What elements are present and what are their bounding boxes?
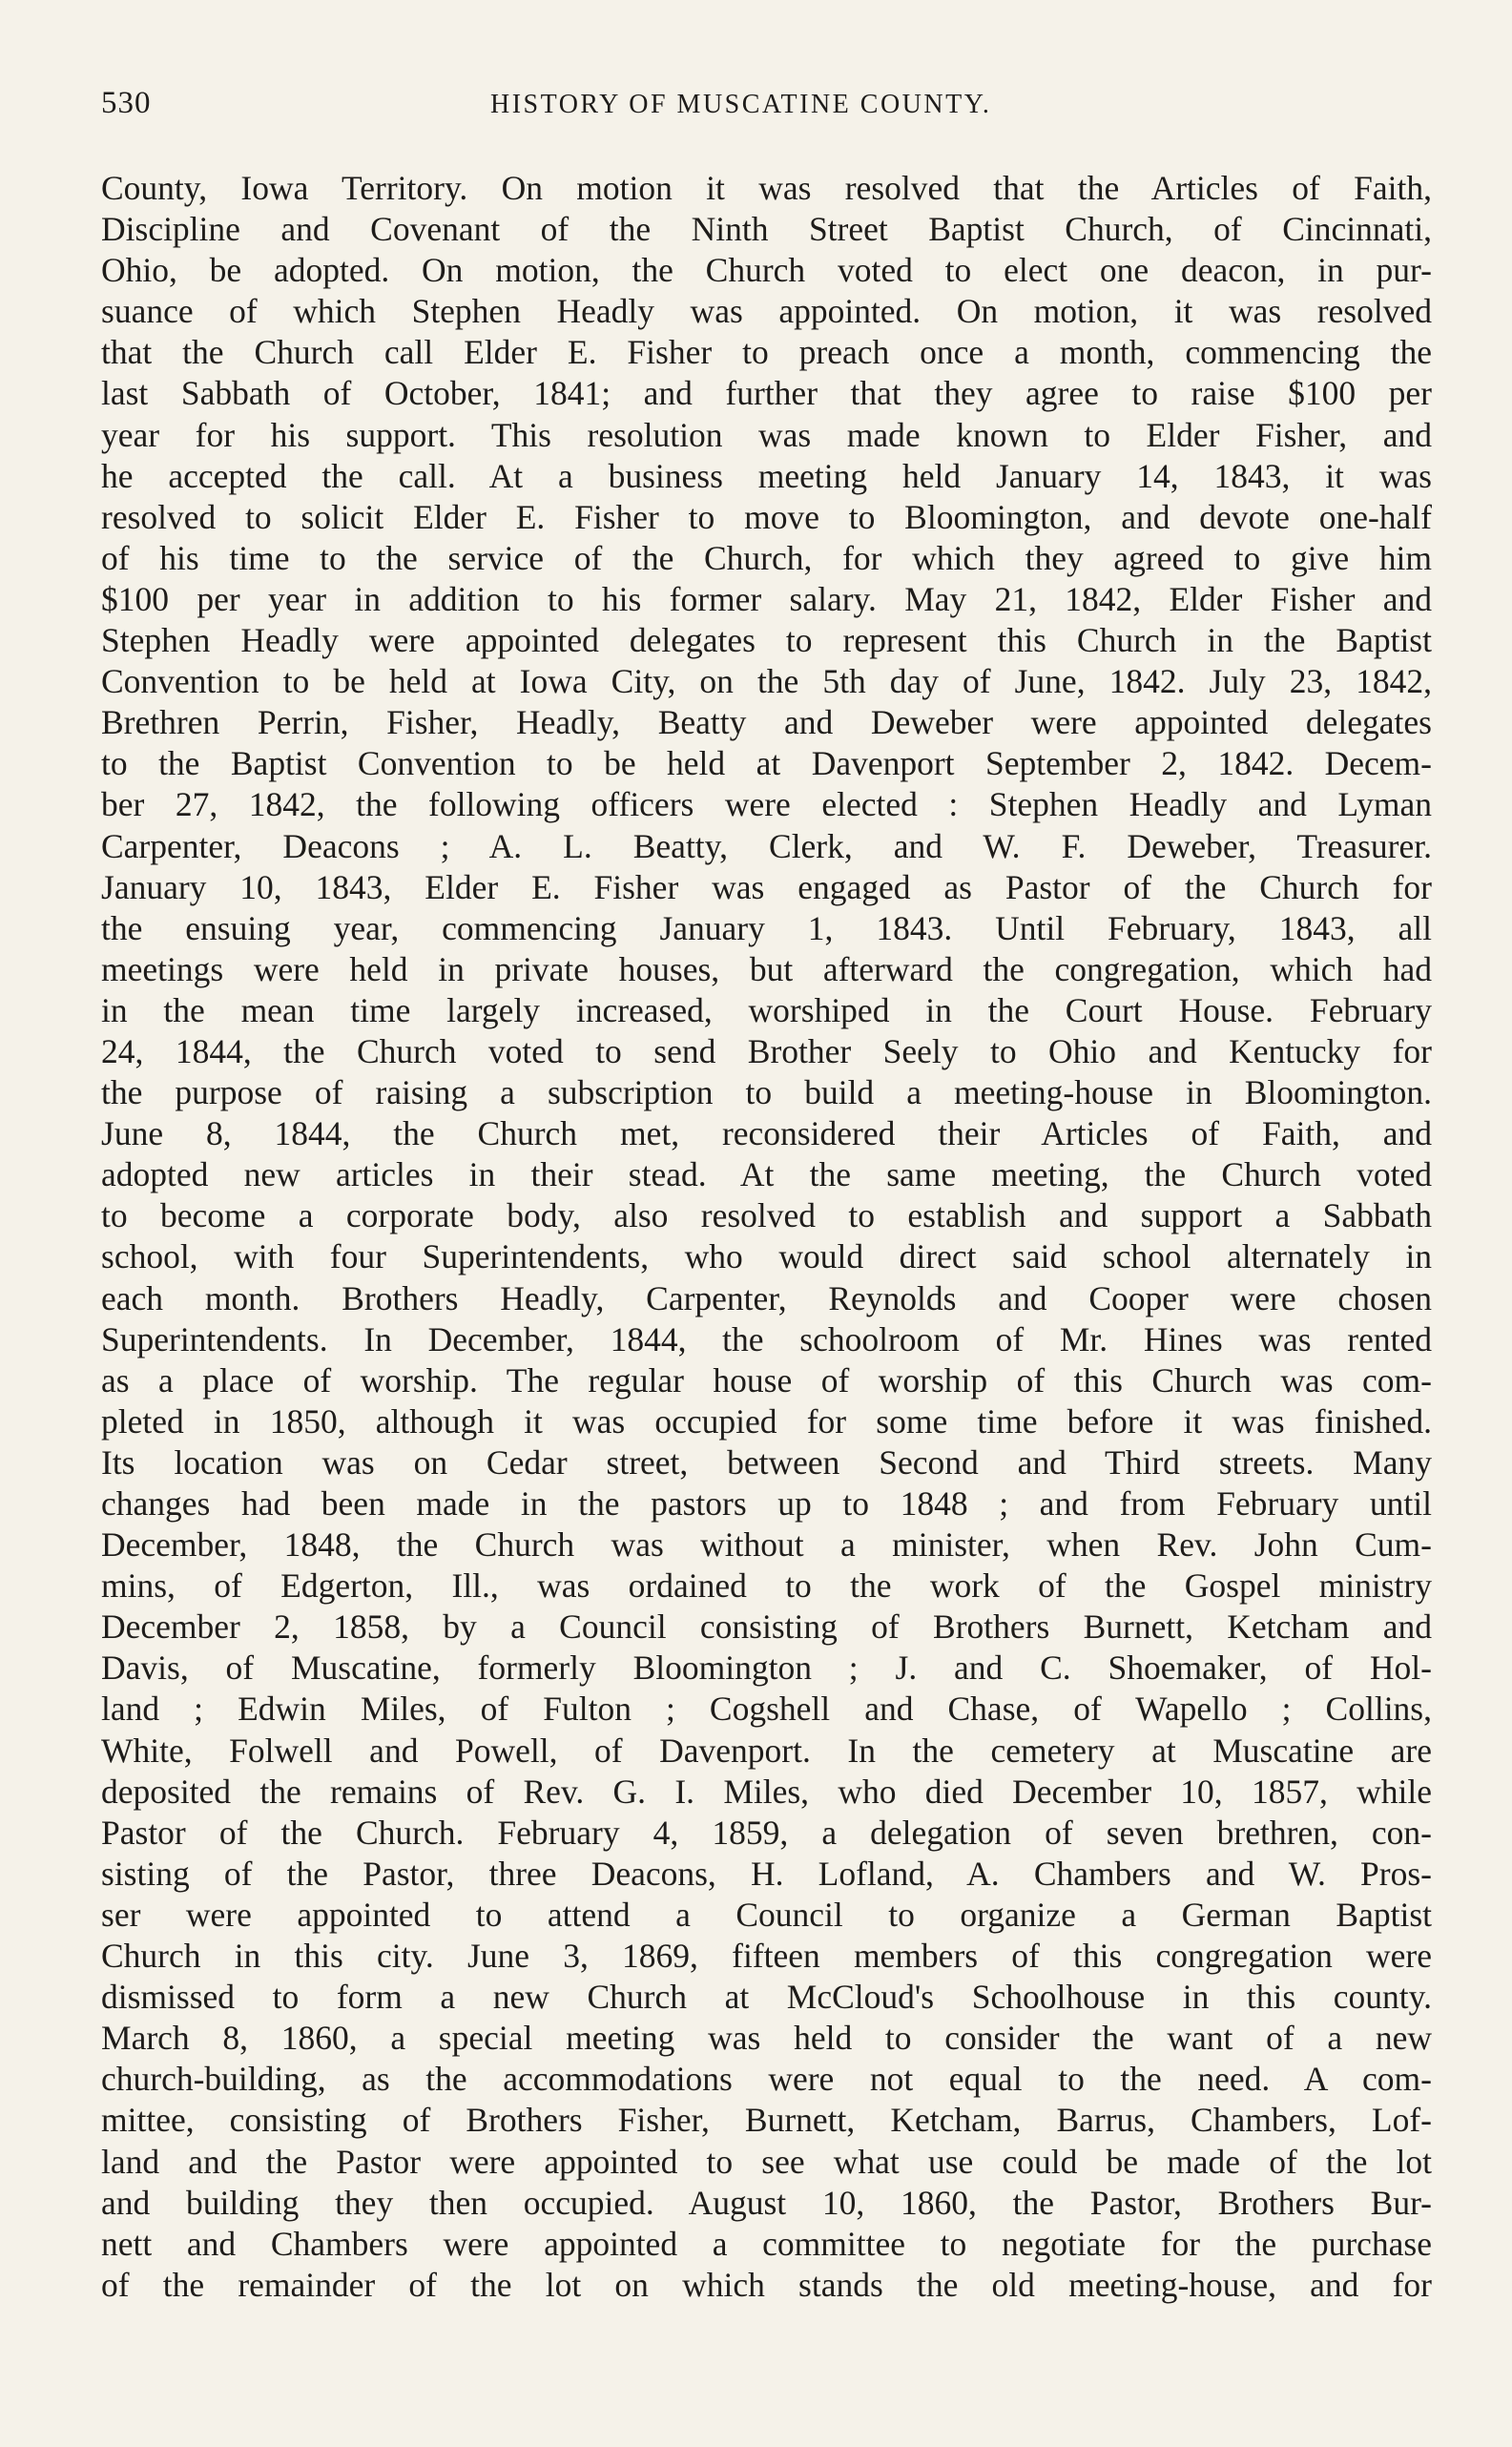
text-line: deposited the remains of Rev. G. I. Miles, who died December 10, 1857, while [101,1772,1432,1811]
text-line: the ensuing year, commencing January 1, 1843. Until February, 1843, all [101,908,1432,947]
text-line: changes had been made in the pastors up to 1848 ; and from February until [101,1484,1432,1523]
text-line: church-building, as the accommodations were not equal to the need. A com- [101,2060,1432,2099]
text-line: January 10, 1843, Elder E. Fisher was engaged as Pastor of the Church for [101,867,1432,906]
text-line: March 8, 1860, a special meeting was held to consider the want of a new [101,2019,1432,2058]
text-line: White, Folwell and Powell, of Davenport. In the cemetery at Muscatine are [101,1731,1432,1770]
text-line: Davis, of Muscatine, formerly Bloomington ; J. and C. Shoemaker, of Hol- [101,1649,1432,1688]
text-line: nett and Chambers were appointed a committee to negotiate for the purchase [101,2224,1432,2263]
running-head: HISTORY OF MUSCATINE COUNTY. [490,90,992,119]
text-line: resolved to solicit Elder E. Fisher to move to Bloomington, and devote one-half [101,497,1432,536]
text-line: sisting of the Pastor, three Deacons, H. Lofland, A. Chambers and W. Pros- [101,1854,1432,1893]
text-line: Superintendents. In December, 1844, the schoolroom of Mr. Hines was rented [101,1319,1432,1358]
text-line: December, 1848, the Church was without a minister, when Rev. John Cum- [101,1525,1432,1565]
text-line: year for his support. This resolution was made known to Elder Fisher, and [101,415,1432,454]
text-line: Its location was on Cedar street, between Second and Third streets. Many [101,1442,1432,1482]
text-line: land ; Edwin Miles, of Fulton ; Cogshell and Chase, of Wapello ; Collins, [101,1690,1432,1729]
text-line: of the remainder of the lot on which stands the old meeting-house, and for [101,2265,1432,2304]
text-line: last Sabbath of October, 1841; and further that they agree to raise $100 per [101,374,1432,413]
body-text [101,168,1432,2306]
text-line: he accepted the call. At a business meeting held January 14, 1843, it was [101,456,1432,495]
text-line: land and the Pastor were appointed to see what use could be made of the lot [101,2142,1432,2181]
text-line: $100 per year in addition to his former salary. May 21, 1842, Elder Fisher and [101,579,1432,618]
text-line: Pastor of the Church. February 4, 1859, a delegation of seven brethren, con- [101,1813,1432,1852]
text-line: suance of which Stephen Headly was appointed. On motion, it was resolved [101,292,1432,331]
text-line: the purpose of raising a subscription to build a meeting-house in Bloomington. [101,1073,1432,1112]
text-line: as a place of worship. The regular house of worship of this Church was com- [101,1360,1432,1400]
text-line: County, Iowa Territory. On motion it was resolved that the Articles of Faith, [101,169,1432,207]
text-line: Discipline and Covenant of the Ninth Street Baptist Church, of Cincinnati, [101,210,1432,249]
page-number: 530 [101,86,152,120]
text-line: mittee, consisting of Brothers Fisher, Burnett, Ketcham, Barrus, Chambers, Lof- [101,2101,1432,2140]
text-line: ser were appointed to attend a Council to organize a German Baptist [101,1895,1432,1934]
text-line: Church in this city. June 3, 1869, fifteen members of this congregation were [101,1937,1432,1976]
text-line: adopted new articles in their stead. At the same meeting, the Church voted [101,1155,1432,1194]
text-line: Brethren Perrin, Fisher, Headly, Beatty and Deweber were appointed delegates [101,703,1432,742]
text-line: in the mean time largely increased, worshiped in the Court House. February [101,990,1432,1029]
text-line: Stephen Headly were appointed delegates to represent this Church in the Baptist [101,621,1432,660]
text-line: ber 27, 1842, the following officers were elected : Stephen Headly and Lyman [101,785,1432,824]
text-line: Ohio, be adopted. On motion, the Church voted to elect one deacon, in pur- [101,251,1432,290]
text-line: each month. Brothers Headly, Carpenter, Reynolds and Cooper were chosen [101,1278,1432,1317]
text-line: Carpenter, Deacons ; A. L. Beatty, Clerk, and W. F. Deweber, Treasurer. [101,826,1432,865]
text-line: of his time to the service of the Church, for which they agreed to give him [101,538,1432,577]
text-line: June 8, 1844, the Church met, reconsidered their Articles of Faith, and [101,1114,1432,1153]
text-line: 24, 1844, the Church voted to send Brother Seely to Ohio and Kentucky for [101,1031,1432,1070]
text-line: school, with four Superintendents, who would direct said school alternately in [101,1237,1432,1276]
text-line: to the Baptist Convention to be held at Davenport September 2, 1842. Decem- [101,744,1432,783]
text-line: and building they then occupied. August 10, 1860, the Pastor, Brothers Bur- [101,2183,1432,2222]
text-line: meetings were held in private houses, but afterward the congregation, which had [101,949,1432,988]
text-line: dismissed to form a new Church at McCloud's Schoolhouse in this county. [101,1978,1432,2017]
text-line: Convention to be held at Iowa City, on the 5th day of June, 1842. July 23, 1842, [101,662,1432,701]
text-line: to become a corporate body, also resolved to establish and support a Sabbath [101,1196,1432,1235]
page-header [101,86,1432,124]
text-line: that the Church call Elder E. Fisher to preach once a month, commencing the [101,333,1432,372]
text-line: December 2, 1858, by a Council consisting of Brothers Burnett, Ketcham and [101,1607,1432,1647]
text-line: pleted in 1850, although it was occupied for some time before it was finished. [101,1401,1432,1441]
text-line: mins, of Edgerton, Ill., was ordained to the work of the Gospel ministry [101,1566,1432,1606]
